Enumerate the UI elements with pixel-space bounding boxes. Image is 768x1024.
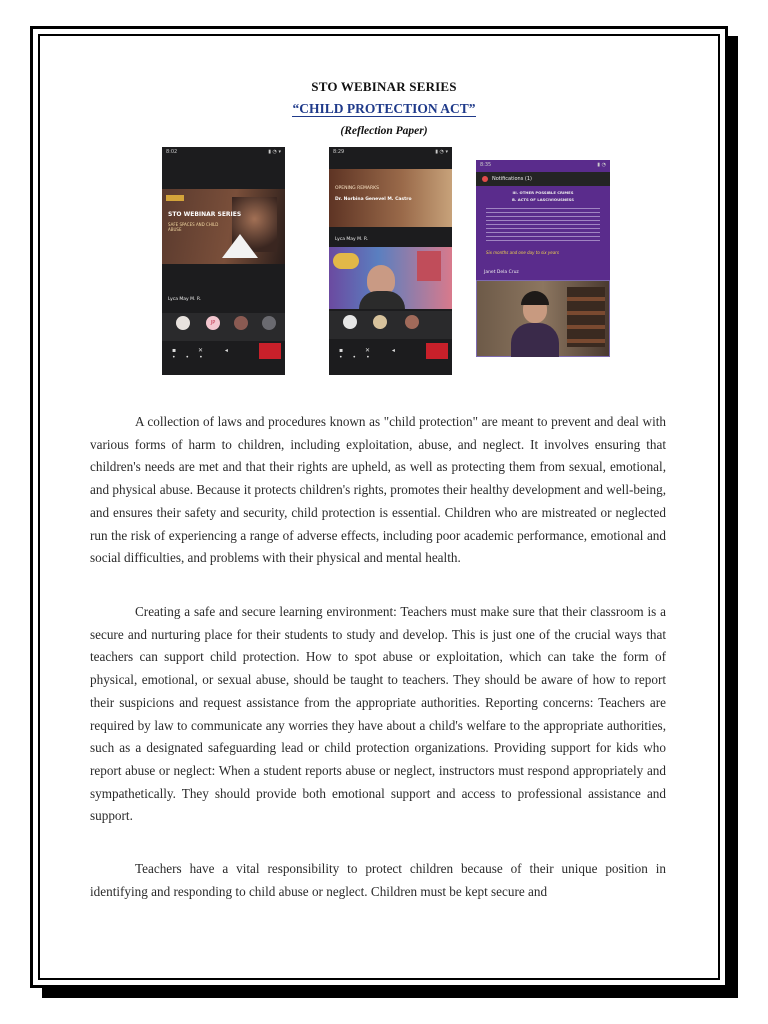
screenshot-phone-1 xyxy=(162,147,285,375)
presentation-slide xyxy=(162,189,285,264)
document-subtitle: (Reflection Paper) xyxy=(340,125,428,137)
slide-title: STO WEBINAR SERIES xyxy=(168,211,242,218)
notification-bar xyxy=(476,172,610,186)
participant-avatar xyxy=(343,315,357,329)
participant-strip xyxy=(162,313,285,341)
screenshot-phone-3 xyxy=(476,160,610,357)
participant-avatar xyxy=(234,316,248,330)
call-controls xyxy=(329,341,452,361)
participant-avatar xyxy=(405,315,419,329)
slide-heading-2: B. ACTS OF LASCIVIOUSNESS xyxy=(512,197,574,202)
screenshot-phone-2 xyxy=(329,147,452,375)
participant-avatar xyxy=(176,316,190,330)
series-heading: STO WEBINAR SERIES xyxy=(311,79,457,94)
paragraph: Teachers have a vital responsibility to protect children because of their unique position in identifying and responding to child abuse or neglect. Children must be kept secure and xyxy=(90,861,666,899)
speaker-video xyxy=(476,280,610,357)
slide-body-lines xyxy=(486,208,600,242)
status-bar: 8:02 ▮ ◔ ▾ xyxy=(166,149,281,155)
control-icons: ▪ ✕ ◂ ••• xyxy=(339,347,405,361)
speaker-video xyxy=(329,247,452,309)
document-title-text: “CHILD PROTECTION ACT” xyxy=(292,101,476,116)
document-title xyxy=(0,101,768,117)
slide-subtitle: SAFE SPACES AND CHILD ABUSE xyxy=(168,222,219,232)
notification-icon xyxy=(482,176,488,182)
slide-heading: OPENING REMARKS xyxy=(335,186,379,191)
speaker-name: Lyca May M. R. xyxy=(168,297,202,302)
control-icons: ▪ ✕ ◂ ••• xyxy=(172,347,238,361)
participant-avatar xyxy=(373,315,387,329)
participant-avatar: JP xyxy=(206,316,220,330)
speaker-name: Lyca May M. R. xyxy=(335,237,369,242)
speaker-name: Janet Dela Cruz xyxy=(484,270,519,275)
slide-speaker-name: Dr. Norbina Genevel M. Castro xyxy=(335,197,412,202)
notification-label: Notifications (1) xyxy=(492,176,532,182)
call-controls xyxy=(162,341,285,361)
status-bar: 8:29 ▮ ◔ ▾ xyxy=(333,149,448,155)
paragraph: A collection of laws and procedures known as "child protection" are meant to prevent and deal with various forms of harm to children, including exploitation, abuse, and neglect. It involves ensuring that children's needs are met and that their rights are upheld, as well as protecting them from sexual, emotional, and physical abuse. Because it protects children's rights, promotes their healthy development and well-being, and ensures their safety and security, child protection is essential. Children who are mistreated or neglected run the risk of experiencing a range of adverse effects, including poor academic performance, emotional and social difficulties, and problems with their physical and mental health. xyxy=(90,414,666,566)
presentation-slide xyxy=(329,169,452,227)
participant-avatar xyxy=(262,316,276,330)
paragraph: Creating a safe and secure learning environment: Teachers must make sure that their classroom is a secure and nurturing place for their students to study and develop. This is just one of the crucial ways that teachers can support child protection. How to spot abuse or exploitation, which can take the form of physical, emotional, or sexual abuse, should be taught to teachers. They should be aware of how to report their suspicions and request assistance from the appropriate authorities. Reporting concerns: Teachers are required by law to communicate any worries they have about a child's welfare to the appropriate authorities, such as a designated safeguarding lead or child protection organizations. Providing support for kids who report abuse or neglect: When a student reports abuse or neglect, instructors must respond appropriately and sympathetically. They should provide both emotional support and access to professional assistance and support. xyxy=(90,604,666,824)
status-bar: 8:35 ▮ ◔ xyxy=(480,162,606,168)
slide-heading-1: III. OTHER POSSIBLE CRIMES xyxy=(512,190,574,195)
slide-highlight: Six months and one day to six years xyxy=(486,250,559,255)
participant-strip xyxy=(329,311,452,339)
